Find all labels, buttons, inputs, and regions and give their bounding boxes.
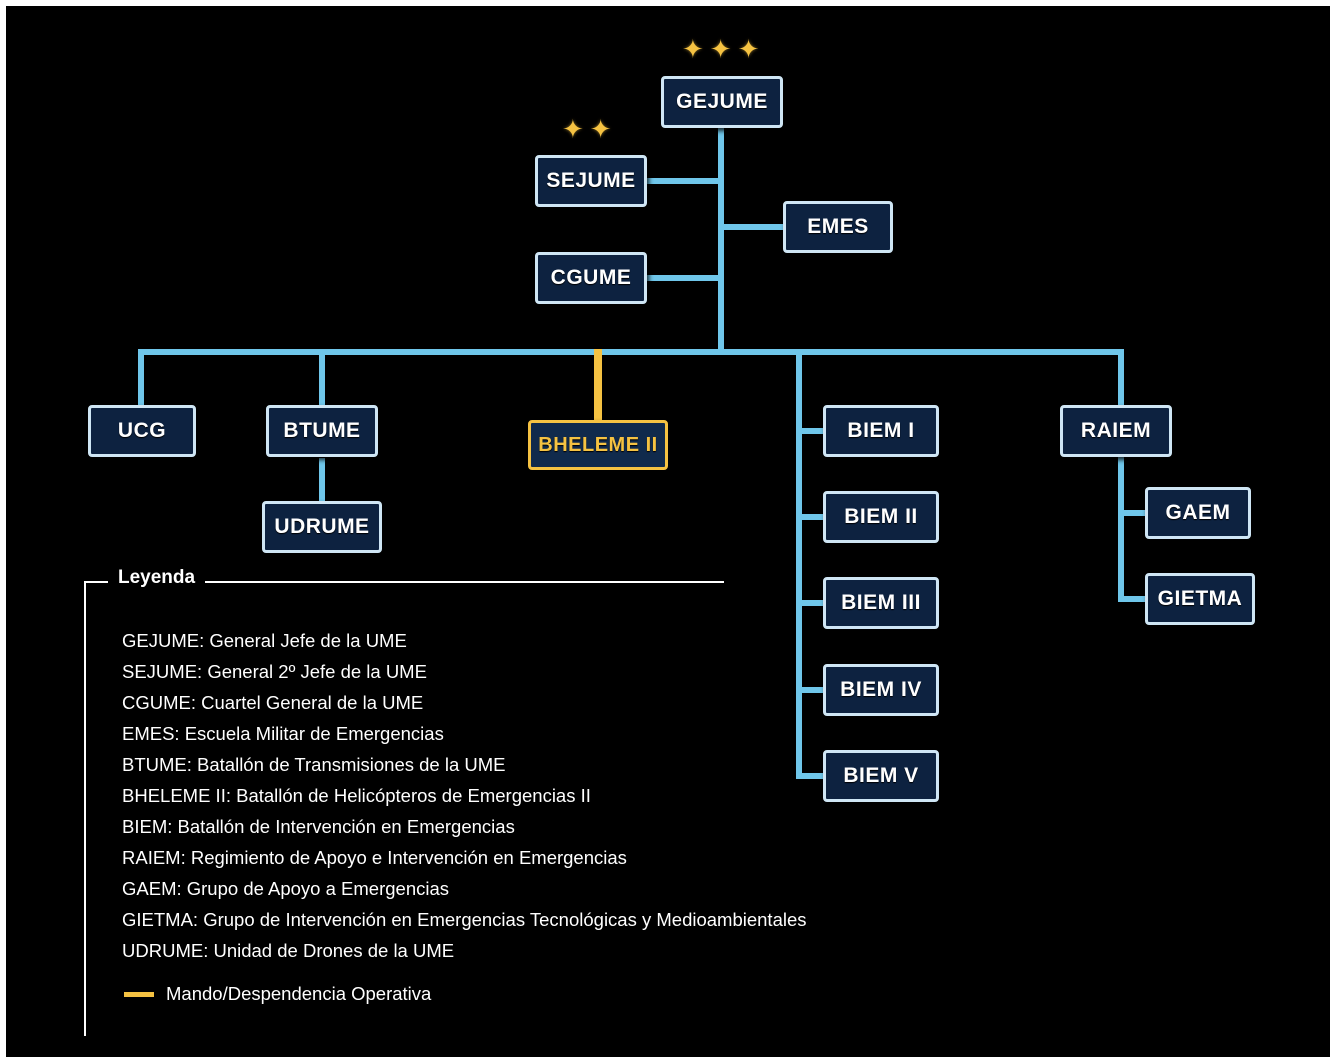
node-sejume[interactable]: SEJUME	[535, 155, 647, 207]
node-biem-iv[interactable]: BIEM IV	[823, 664, 939, 716]
legend-entry: BIEM: Batallón de Intervención en Emergencias	[122, 816, 515, 837]
legend-key-operational-command	[124, 983, 431, 1005]
legend-entry: RAIEM: Regimiento de Apoyo e Intervención en Emergencias	[122, 847, 627, 868]
connector-drop-btume	[319, 349, 325, 406]
legend-panel	[84, 567, 807, 1036]
connector-biem2	[796, 514, 824, 520]
connector-gejume-trunk	[718, 128, 724, 352]
node-biem-v[interactable]: BIEM V	[823, 750, 939, 802]
connector-biem3	[796, 600, 824, 606]
legend-entry: SEJUME: General 2º Jefe de la UME	[122, 661, 427, 682]
node-btume[interactable]: BTUME	[266, 405, 378, 457]
node-biem-ii[interactable]: BIEM II	[823, 491, 939, 543]
node-udrume[interactable]: UDRUME	[262, 501, 382, 553]
node-biem-i[interactable]: BIEM I	[823, 405, 939, 457]
connector-main-bus	[138, 349, 1124, 355]
legend-entry: GAEM: Grupo de Apoyo a Emergencias	[122, 878, 450, 899]
gold-line-swatch-icon	[124, 992, 154, 997]
legend-entry: UDRUME: Unidad de Drones de la UME	[122, 940, 455, 961]
legend-entry: BHELEME II: Batallón de Helicópteros de Emergencias II	[122, 785, 591, 806]
connector-raiem-spine	[1118, 456, 1124, 598]
node-biem-iii[interactable]: BIEM III	[823, 577, 939, 629]
rank-stars-sejume: ✦✦	[562, 114, 618, 144]
connector-drop-ucg	[138, 349, 144, 406]
node-raiem[interactable]: RAIEM	[1060, 405, 1172, 457]
legend-entry: BTUME: Batallón de Transmisiones de la UME	[122, 754, 506, 775]
legend-entry: GIETMA: Grupo de Intervención en Emergencias Tecnológicas y Medioambientales	[122, 909, 807, 930]
node-cgume[interactable]: CGUME	[535, 252, 647, 304]
connector-cgume	[646, 275, 724, 281]
node-bheleme-ii[interactable]: BHELEME II	[528, 420, 668, 470]
legend-entries	[122, 625, 807, 966]
node-gietma[interactable]: GIETMA	[1145, 573, 1255, 625]
node-gejume[interactable]: GEJUME	[661, 76, 783, 128]
connector-drop-raiem	[1118, 349, 1124, 406]
legend-title: Leyenda	[108, 567, 205, 589]
legend-entry: GEJUME: General Jefe de la UME	[122, 630, 407, 651]
connector-drop-bheleme	[594, 349, 602, 421]
rank-stars-gejume: ✦✦✦	[682, 34, 766, 64]
connector-gietma	[1118, 596, 1146, 602]
legend-entry: EMES: Escuela Militar de Emergencias	[122, 723, 444, 744]
connector-biem1	[796, 428, 824, 434]
legend-entry: CGUME: Cuartel General de la UME	[122, 692, 424, 713]
node-ucg[interactable]: UCG	[88, 405, 196, 457]
node-gaem[interactable]: GAEM	[1145, 487, 1251, 539]
legend-key-label: Mando/Despendencia Operativa	[166, 983, 432, 1004]
node-emes[interactable]: EMES	[783, 201, 893, 253]
connector-btume-udrume	[319, 458, 325, 502]
connector-gaem	[1118, 510, 1146, 516]
connector-sejume	[646, 178, 724, 184]
connector-emes	[718, 224, 784, 230]
